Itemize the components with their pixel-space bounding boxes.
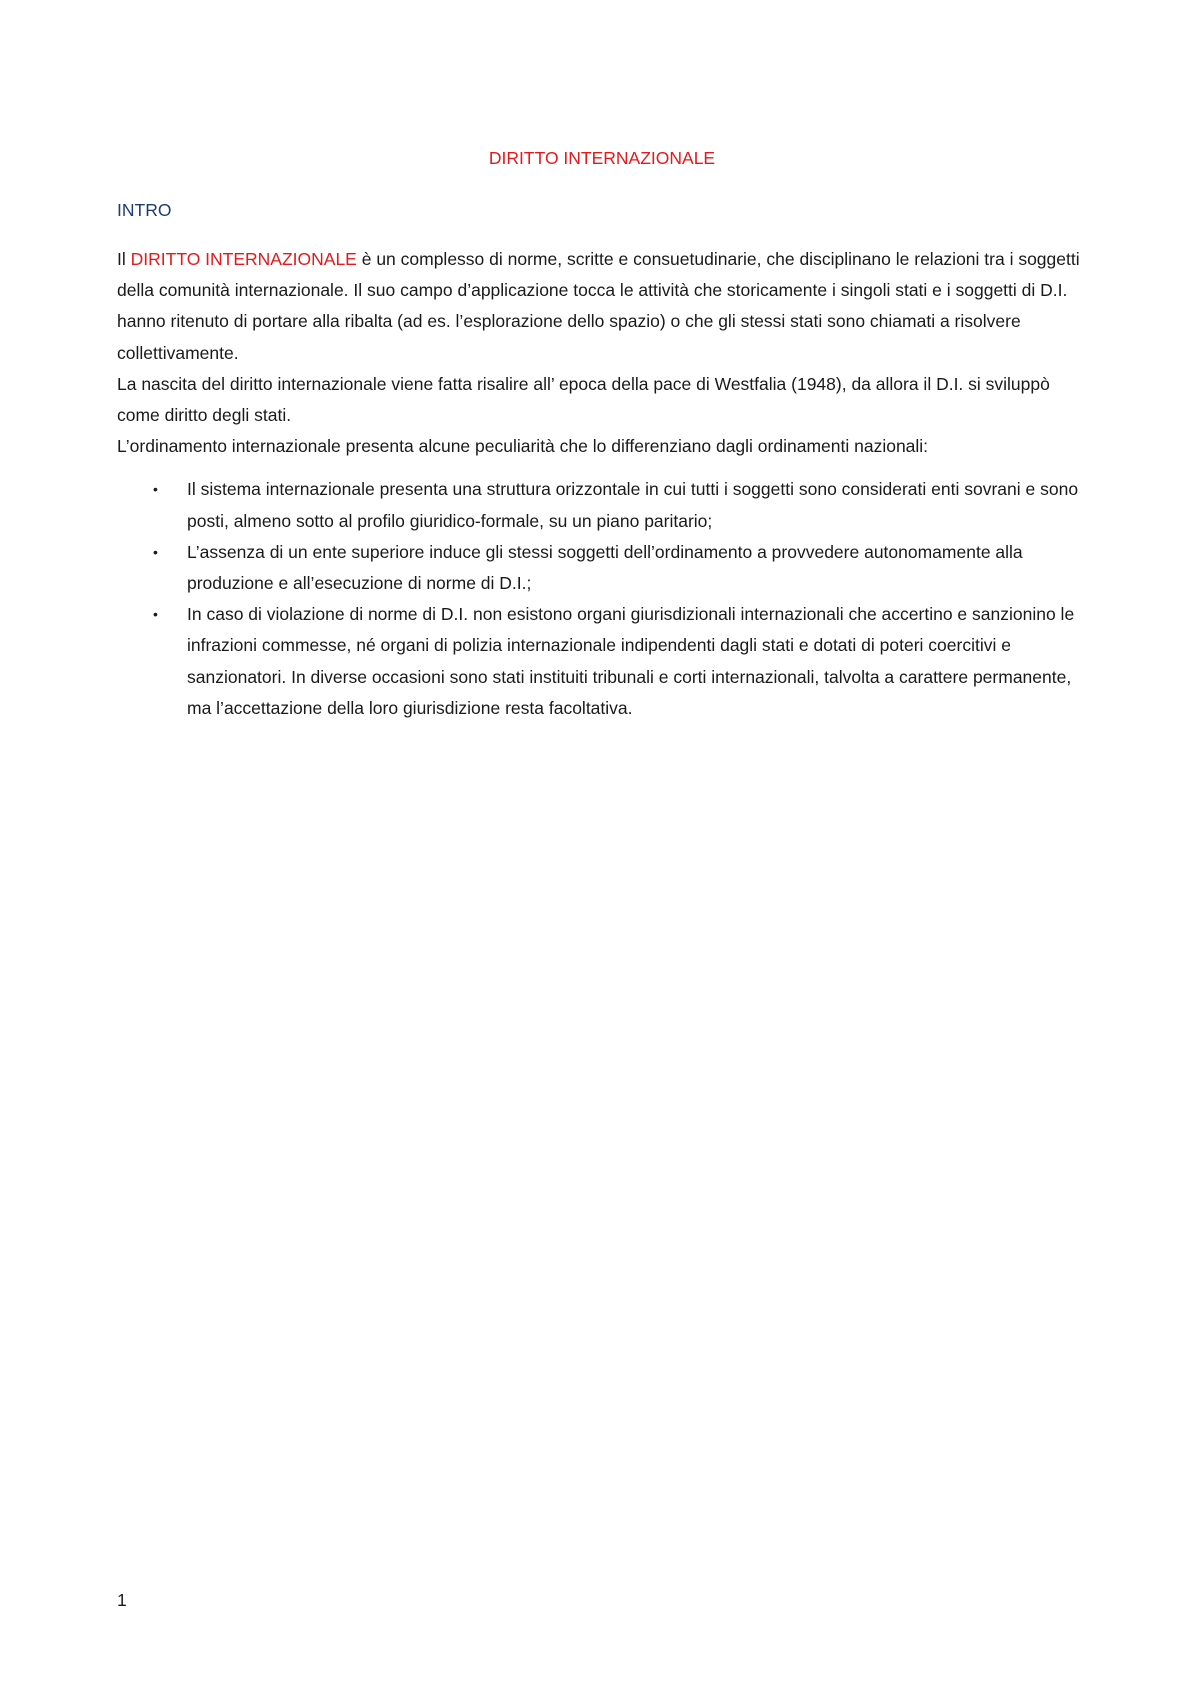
page-number: 1 [117,1590,127,1610]
highlighted-term: DIRITTO INTERNAZIONALE [130,249,357,269]
bullet-list [117,474,1087,724]
paragraph-lead-text: Il [117,249,131,269]
list-item [117,599,1087,724]
list-item-text: Il sistema internazionale presenta una struttura orizzontale in cui tutti i soggetti sono considerati enti sovrani e sono posti, almeno sotto al profilo giuridico-formale, su un piano paritario; [187,479,1079,531]
list-item [117,537,1087,599]
paragraph-body-text: è un complesso di norme, scritte e consuetudinarie, che disciplinano le relazioni tra i soggetti della comunità internazionale. Il suo campo d’applicazione tocca le attività che storicamente i singoli stati e i soggetti di D.I. hanno ritenuto di portare alla ribalta (ad es. l’esplorazione dello spazio) o che gli stessi stati sono chiamati a risolvere collettivamente. [117,249,1080,363]
paragraph-definition [117,244,1087,369]
page-content [117,146,1087,724]
paragraph-peculiarities: L’ordinamento internazionale presenta alcune peculiarità che lo differenziano dagli ordinamenti nazionali: [117,436,929,457]
list-item-text: L’assenza di un ente superiore induce gli stessi soggetti dell’ordinamento a provvedere autonomamente alla produzione e all’esecuzione di norme di D.I.; [187,541,1023,594]
bullet-icon: • [153,543,158,560]
bullet-icon: • [153,606,158,623]
bullet-icon: • [153,481,158,498]
paragraph-origin: La nascita del diritto internazionale viene fatta risalire all’ epoca della pace di Westfalia (1948), da allora il D.I. si sviluppò come diritto degli stati. [117,373,1050,426]
section-heading-intro: INTRO [117,200,172,220]
document-title: DIRITTO INTERNAZIONALE [488,148,716,168]
list-item-text: In caso di violazione di norme di D.I. non esistono organi giurisdizionali internazionali che accertino e sanzionino le infrazioni commesse, né organi di polizia internazionale indipendenti dagli stati e dotati di poteri coercitivi e sanzionatori. In diverse occasioni sono stati instituiti tribunali e corti internazionali, talvolta a carattere permanente, ma l’accettazione della loro giurisdizione resta facoltativa. [187,604,1075,718]
list-item [117,474,1087,536]
